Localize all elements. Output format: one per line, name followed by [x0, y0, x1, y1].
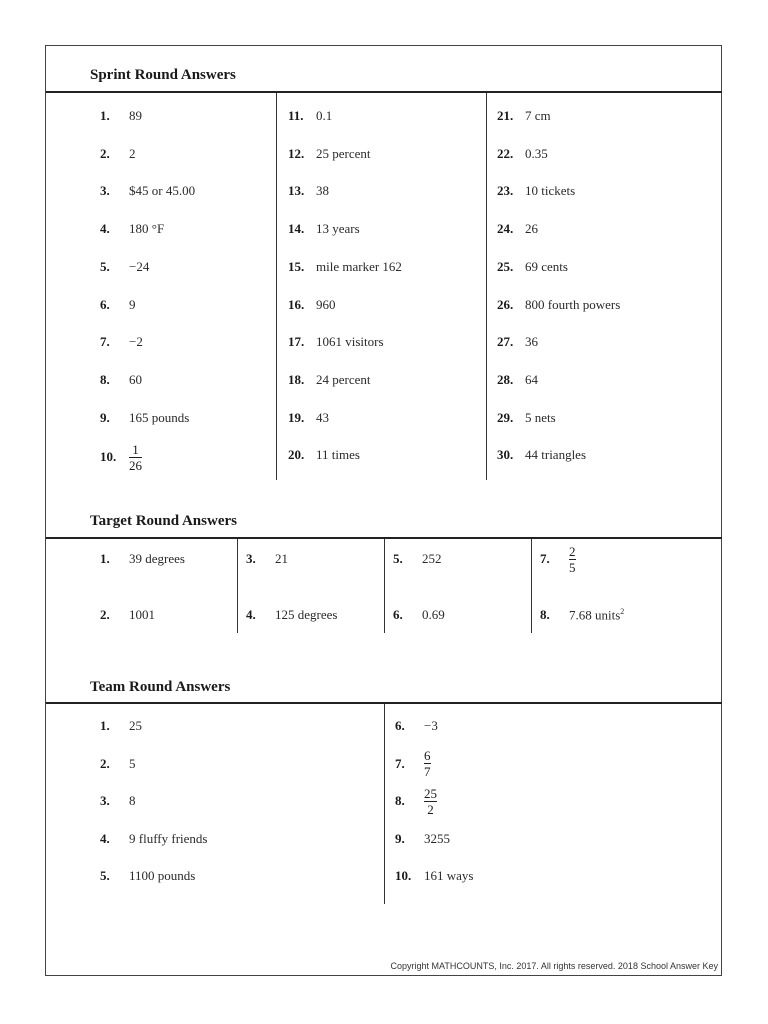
question-number: 14. — [288, 221, 305, 237]
answer-value: 43 — [316, 409, 329, 425]
answer-value: 9 — [129, 296, 136, 312]
target-answer-1 — [100, 549, 185, 569]
team-heading: Team Round Answers — [90, 679, 231, 695]
target-answer-5 — [393, 549, 442, 569]
answer-value: 1001 — [129, 607, 155, 622]
answer-value: 7.68 units$^2$ — [569, 606, 625, 623]
numerator: 2 — [569, 543, 576, 559]
question-number: 12. — [288, 145, 305, 161]
answer-value: 1061 visitors — [316, 334, 384, 350]
question-number: 30. — [497, 447, 514, 463]
sprint-answer-14 — [288, 219, 360, 239]
answer-value: 13 years — [316, 221, 360, 237]
answer-value: 10 tickets — [525, 183, 576, 199]
question-number: 17. — [288, 334, 305, 350]
team-answer-5 — [100, 866, 195, 886]
sprint-answer-7 — [100, 332, 143, 352]
target-answer-7 — [540, 543, 576, 575]
question-number: 22. — [497, 145, 514, 161]
answer-value: mile marker 162 — [316, 258, 402, 274]
sprint-answer-8 — [100, 370, 142, 390]
sprint-answer-11 — [288, 106, 332, 126]
sprint-answer-20 — [288, 445, 360, 465]
sprint-answer-30 — [497, 445, 586, 465]
target-answer-2 — [100, 605, 155, 625]
answer-value: 26 — [525, 221, 538, 237]
team-answer-3 — [100, 791, 136, 811]
answer-value: 0.1 — [316, 108, 333, 123]
question-number: 1. — [100, 108, 110, 123]
answer-value: −24 — [129, 258, 150, 274]
question-number: 21. — [497, 108, 514, 123]
question-number: 1. — [100, 718, 110, 733]
target-divider-2 — [384, 539, 385, 633]
sprint-answer-10 — [100, 441, 142, 473]
sprint-answer-2 — [100, 144, 136, 164]
sprint-answer-23 — [497, 181, 575, 201]
target-divider-1 — [237, 539, 238, 633]
question-number: 6. — [100, 296, 110, 312]
question-number: 7. — [540, 551, 550, 566]
answer-value: 89 — [129, 108, 142, 123]
answer-value: −2 — [129, 334, 143, 350]
sprint-answer-18 — [288, 370, 371, 390]
question-number: 20. — [288, 447, 305, 463]
team-answer-7 — [395, 748, 431, 779]
answer-value: 21 — [275, 551, 288, 566]
question-number: 10. — [100, 449, 117, 465]
fraction-answer — [424, 787, 437, 816]
question-number: 8. — [540, 607, 550, 622]
sprint-answer-1 — [100, 106, 142, 126]
numerator: 25 — [424, 785, 437, 801]
target-answer-4 — [246, 605, 337, 625]
answer-value: 2 — [129, 145, 136, 161]
question-number: 24. — [497, 221, 514, 237]
denominator: 26 — [129, 457, 142, 473]
sprint-answer-15 — [288, 257, 402, 277]
question-number: 19. — [288, 409, 305, 425]
fraction-answer — [424, 749, 431, 778]
answer-value: $45 or 45.00 — [129, 183, 196, 199]
question-number: 1. — [100, 551, 110, 566]
answer-value: 24 percent — [316, 371, 371, 387]
team-answer-10 — [395, 866, 473, 886]
sprint-answer-22 — [497, 144, 548, 164]
answer-value: −3 — [424, 718, 438, 733]
sprint-answer-19 — [288, 408, 329, 428]
question-number: 15. — [288, 258, 305, 274]
answer-value: 5 — [129, 755, 136, 771]
answer-value: 11 times — [316, 447, 360, 463]
team-divider — [384, 704, 385, 904]
question-number: 6. — [395, 718, 405, 733]
answer-value: 64 — [525, 371, 538, 387]
question-number: 9. — [395, 830, 405, 846]
answer-value: 8 — [129, 793, 136, 808]
sprint-answer-28 — [497, 370, 538, 390]
denominator: 5 — [569, 559, 576, 575]
question-number: 8. — [395, 793, 405, 808]
answer-value: 5 nets — [525, 409, 556, 425]
fraction-answer — [129, 443, 142, 472]
answer-value: 25 percent — [316, 145, 371, 161]
question-number: 2. — [100, 607, 110, 622]
answer-value: 69 cents — [525, 258, 568, 274]
question-number: 10. — [395, 868, 412, 883]
copyright-footer: Copyright MATHCOUNTS, Inc. 2017. All rights reserved. 2018 School Answer Key — [390, 961, 718, 971]
sprint-answer-27 — [497, 332, 538, 352]
answer-value: 25 — [129, 718, 142, 733]
question-number: 4. — [100, 830, 110, 846]
question-number: 29. — [497, 409, 514, 425]
answer-value: 39 degrees — [129, 551, 185, 566]
denominator: 2 — [427, 801, 434, 817]
question-number: 9. — [100, 409, 110, 425]
team-answer-8 — [395, 785, 437, 817]
sprint-answer-16 — [288, 295, 336, 315]
question-number: 5. — [100, 868, 110, 883]
question-number: 18. — [288, 371, 305, 387]
numerator: 6 — [424, 748, 431, 763]
target-answer-3 — [246, 549, 288, 569]
answer-value: 36 — [525, 334, 538, 350]
sprint-answer-29 — [497, 408, 556, 428]
sprint-answer-21 — [497, 106, 551, 126]
team-answer-2 — [100, 754, 136, 774]
target-heading: Target Round Answers — [90, 513, 237, 529]
sprint-divider-1 — [276, 93, 277, 480]
sprint-answer-25 — [497, 257, 568, 277]
denominator: 7 — [424, 764, 431, 779]
sprint-answer-26 — [497, 295, 620, 315]
sprint-rule — [46, 91, 722, 93]
answer-value: 800 fourth powers — [525, 296, 621, 312]
answer-value: 165 pounds — [129, 409, 190, 425]
answer-value: 44 triangles — [525, 447, 587, 463]
question-number: 3. — [100, 793, 110, 808]
answer-value: 960 — [316, 296, 336, 312]
sprint-heading: Sprint Round Answers — [90, 67, 236, 83]
sprint-answer-4 — [100, 219, 164, 239]
question-number: 3. — [100, 183, 110, 199]
target-answer-6 — [393, 605, 445, 625]
sprint-answer-6 — [100, 295, 136, 315]
sprint-answer-9 — [100, 408, 189, 428]
sprint-divider-2 — [486, 93, 487, 480]
team-answer-4 — [100, 829, 207, 849]
sprint-answer-3 — [100, 181, 195, 201]
sprint-answer-5 — [100, 257, 149, 277]
question-number: 5. — [100, 258, 110, 274]
question-number: 27. — [497, 334, 514, 350]
question-number: 25. — [497, 258, 514, 274]
question-number: 28. — [497, 371, 514, 387]
question-number: 16. — [288, 296, 305, 312]
question-number: 2. — [100, 755, 110, 771]
question-number: 23. — [497, 183, 514, 199]
sprint-answer-13 — [288, 181, 329, 201]
question-number: 6. — [393, 607, 403, 622]
answer-value: 1100 pounds — [129, 868, 196, 883]
answer-value: 252 — [422, 551, 442, 566]
question-number: 2. — [100, 145, 110, 161]
answer-value: 180 °F — [129, 221, 165, 237]
fraction-answer — [569, 545, 576, 574]
answer-value: 60 — [129, 371, 142, 387]
sprint-answer-17 — [288, 332, 384, 352]
numerator: 1 — [132, 441, 139, 457]
answer-value: 3255 — [424, 830, 450, 846]
question-number: 7. — [395, 755, 405, 771]
answer-value: 0.35 — [525, 145, 548, 161]
target-divider-3 — [531, 539, 532, 633]
answer-value: 125 degrees — [275, 607, 338, 622]
sprint-answer-12 — [288, 144, 371, 164]
answer-value: 0.69 — [422, 607, 445, 622]
question-number: 7. — [100, 334, 110, 350]
question-number: 4. — [246, 607, 256, 622]
question-number: 13. — [288, 183, 305, 199]
question-number: 26. — [497, 296, 514, 312]
team-answer-9 — [395, 829, 450, 849]
question-number: 5. — [393, 551, 403, 566]
question-number: 8. — [100, 371, 110, 387]
sprint-answer-24 — [497, 219, 538, 239]
answer-value: 38 — [316, 183, 329, 199]
question-number: 3. — [246, 551, 256, 566]
team-answer-6 — [395, 716, 438, 736]
answer-value: 9 fluffy friends — [129, 830, 208, 846]
question-number: 11. — [288, 108, 304, 123]
question-number: 4. — [100, 221, 110, 237]
team-answer-1 — [100, 716, 142, 736]
target-answer-8 — [540, 605, 624, 625]
answer-value: 7 cm — [525, 108, 551, 123]
answer-value: 161 ways — [424, 868, 474, 883]
